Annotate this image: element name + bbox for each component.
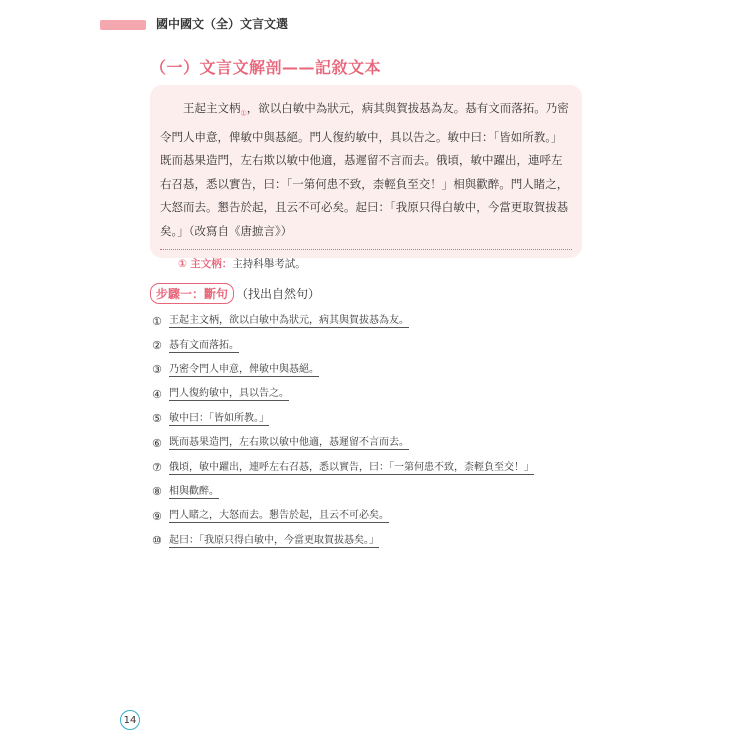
note-marker: ① [240, 109, 247, 118]
sentence-text: 起曰：「我原只得白敏中，今當更取賀拔惎矣。」 [169, 534, 379, 546]
list-item [152, 431, 534, 455]
passage-part2: ，欲以白敏中為狀元，病其與賀拔惎為友。惎有文而落拓。乃密令門人申意，俾敏中與惎絕。門人復約敏中，具以告之。敏中曰：「皆如所教。」既而惎果造門，左右欺以敏中他適，惎遲留不言而去。俄頃，敏中躍出，連呼左右召惎，悉以實告，曰：「一第何患不致，柰輕負至交！」相與歡醉。門人睹之，大怒而去。懇告於起，且云不可必矣。起曰：「我原只得白敏中，今當更取賀拔惎矣。」（改寫自《唐摭言》） [160, 101, 569, 238]
sentence-index: ⑨ [152, 509, 162, 523]
sentence-text: 乃密令門人申意，俾敏中與惎絕。 [169, 363, 319, 375]
page-number: 14 [120, 710, 140, 730]
passage-part1: 王起主文柄 [183, 101, 241, 115]
sentence-text: 既而惎果造門，左右欺以敏中他適，惎遲留不言而去。 [169, 437, 409, 449]
sentence-index: ① [152, 314, 162, 328]
sentence-text: 相與歡醉。 [169, 485, 219, 497]
passage-box [150, 85, 582, 271]
passage-text [160, 97, 572, 243]
list-item [152, 358, 534, 382]
sentence-index: ⑦ [152, 461, 162, 475]
book-title: 國中國文（全）文言文選 [156, 17, 289, 31]
sentence-text: 惎有文而落拓。 [169, 339, 239, 351]
list-item [152, 407, 534, 431]
list-item [152, 382, 534, 406]
header-accent-bar [100, 20, 146, 30]
sentence-index: ⑧ [152, 485, 162, 499]
sentence-text: 俄頃，敏中躍出，連呼左右召惎，悉以實告，曰：「一第何患不致，柰輕負至交！」 [169, 461, 534, 473]
sentence-list [152, 309, 534, 553]
sentence-text: 門人睹之，大怒而去。懇告於起，且云不可必矣。 [169, 510, 389, 522]
sentence-text: 門人復約敏中，具以告之。 [169, 388, 289, 400]
list-item [152, 455, 534, 479]
footnote-term: 主文柄： [190, 258, 233, 271]
sentence-index: ⑩ [152, 534, 162, 548]
sentence-index: ⑥ [152, 436, 162, 450]
sentence-text: 王起主文柄，欲以白敏中為狀元，病其與賀拔惎為友。 [169, 315, 409, 327]
sentence-index: ② [152, 339, 162, 353]
list-item [152, 480, 534, 504]
footnote [178, 256, 572, 271]
step-header [150, 283, 320, 304]
dotted-divider [160, 249, 572, 250]
list-item [152, 504, 534, 528]
sentence-index: ⑤ [152, 412, 162, 426]
list-item [152, 309, 534, 333]
step-label: 步驟一：斷句 [150, 283, 234, 304]
footnote-text: 主持科舉考試。 [232, 258, 306, 271]
sentence-index: ④ [152, 387, 162, 401]
sentence-index: ③ [152, 363, 162, 377]
section-title: （一）文言文解剖——記敘文本 [150, 58, 382, 77]
list-item [152, 333, 534, 357]
step-suffix: （找出自然句） [236, 287, 321, 301]
footnote-number: ① [178, 258, 187, 271]
list-item [152, 529, 534, 553]
sentence-text: 敏中曰：「皆如所教。」 [169, 412, 269, 424]
